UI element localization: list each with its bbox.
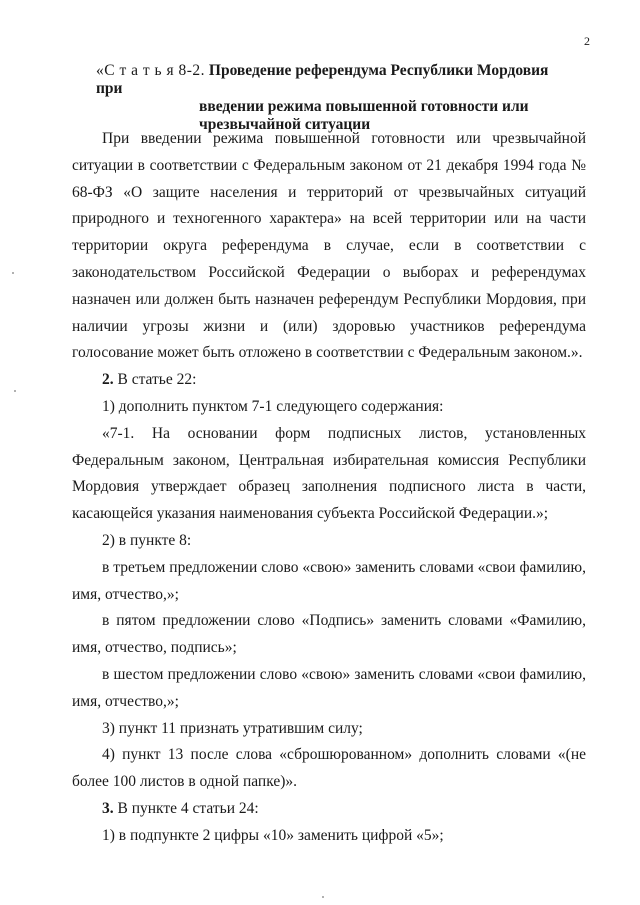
scan-speck: [322, 896, 324, 898]
item-number: 2.: [102, 371, 114, 389]
article-title-line2: введении режима повышенной готовности или: [199, 98, 529, 115]
paragraph-third-sentence: в третьем предложении слово «свою» заменить словами «свои фамилию, имя, отчество,»;: [72, 558, 586, 603]
page-number: 2: [584, 34, 590, 48]
item-text: В статье 22:: [113, 371, 197, 389]
paragraph-postponement: При введении режима повышенной готовности или чрезвычайной ситуации в соответствии с Федеральным законом от 21 декабря 1994 года № 68-ФЗ «О защите населения и территорий от чрезвычайных ситуаций природного и техногенного характера» на всей территории или на части территории округа референдума в случае, если в соответствии с законодательством Российской Федерации о выборах и референдумах назначен или должен быть назначен референдум Республики Мордовия, при наличии угрозы жизни и (или) здоровью участников референдума голосование может быть отложено в соответствии с Федеральным законом.».: [72, 130, 586, 362]
article-prefix: «С т а т ь я 8-2.: [96, 62, 206, 79]
article-title-line3: чрезвычайной ситуации: [199, 116, 371, 133]
scan-speck: [14, 390, 16, 392]
paragraph-fifth-sentence: в пятом предложении слово «Подпись» заменить словами «Фамилию, имя, отчество, подпись»;: [72, 612, 586, 657]
paragraph-point-13: 4) пункт 13 после слова «сброшюрованном» дополнить словами «(не более 100 листов в одной папке)».: [72, 746, 586, 791]
paragraph-subpoint-2: 1) в подпункте 2 цифры «10» заменить цифрой «5»;: [102, 826, 444, 844]
scan-speck: [12, 272, 14, 274]
paragraph-article-22-heading: [72, 367, 586, 394]
item-number: 3.: [102, 799, 114, 817]
item-text: В пункте 4 статьи 24:: [113, 799, 259, 817]
paragraph-point-8: 2) в пункте 8:: [102, 531, 192, 549]
paragraph-7-1-text: «7-1. На основании форм подписных листов, установленных Федеральным законом, Центральная избирательная комиссия Республики Мордовия утверждает образец заполнения подписного листа в части, касающейся указания наименования субъекта Российской Федерации.»;: [72, 424, 586, 523]
paragraph-article-24-heading: [72, 796, 586, 823]
article-heading: [96, 62, 576, 134]
document-body: [72, 126, 586, 850]
paragraph-add-7-1: 1) дополнить пунктом 7-1 следующего содержания:: [102, 397, 444, 415]
article-title-line1: Проведение референдума Республики Мордовия при: [96, 62, 549, 97]
paragraph-point-11: 3) пункт 11 признать утратившим силу;: [102, 719, 363, 737]
paragraph-sixth-sentence: в шестом предложении слово «свою» заменить словами «свои фамилию, имя, отчество,»;: [72, 665, 586, 710]
